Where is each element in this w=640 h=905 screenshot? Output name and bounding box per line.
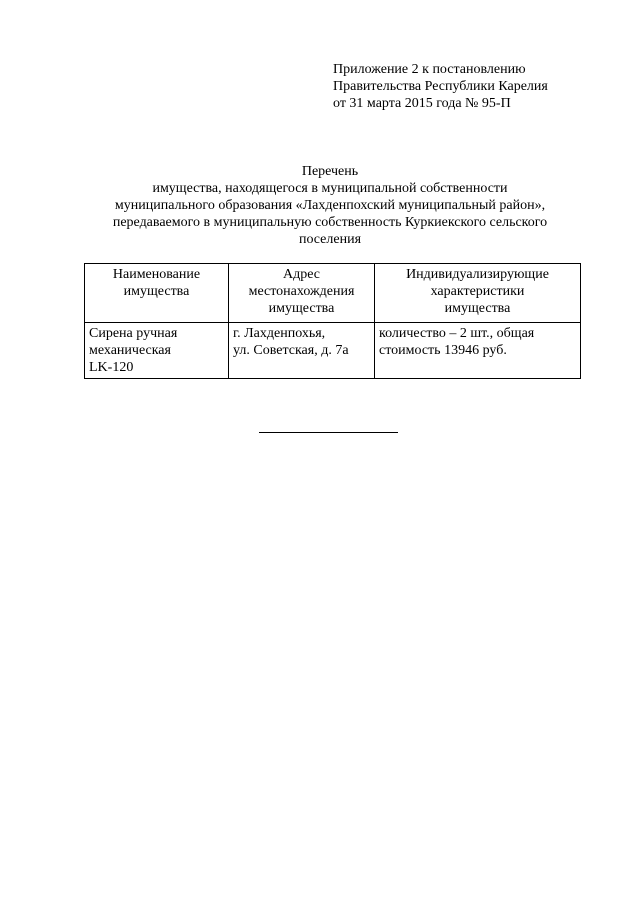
cell-text: LK-120 <box>89 360 134 375</box>
title-heading: Перечень <box>301 164 359 179</box>
table-header-row <box>85 264 581 323</box>
title-line-4: поселения <box>298 232 362 247</box>
header-characteristics <box>375 264 581 323</box>
header-text: характеристики <box>430 284 525 299</box>
cell-text: г. Лахденпохья, <box>233 326 326 341</box>
appendix-line-2: Правительства Республики Карелия <box>333 79 548 94</box>
header-text: Адрес <box>282 267 320 282</box>
cell-address <box>229 323 375 379</box>
header-text: имущества <box>444 301 511 316</box>
document-title <box>60 163 600 248</box>
header-address <box>229 264 375 323</box>
appendix-line-3: от 31 марта 2015 года № 95-П <box>333 96 511 111</box>
end-divider-line <box>259 432 398 433</box>
cell-text: механическая <box>89 343 171 358</box>
header-text: Индивидуализирующие <box>406 267 549 282</box>
header-text: имущества <box>268 301 335 316</box>
table-row <box>85 323 581 379</box>
title-line-3: передаваемого в муниципальную собственность Куркиекского сельского <box>112 215 548 230</box>
cell-text: количество – 2 шт., общая <box>379 326 535 341</box>
cell-characteristics <box>375 323 581 379</box>
cell-property-name <box>85 323 229 379</box>
header-text: Наименование <box>112 267 201 282</box>
property-table <box>84 263 581 379</box>
title-line-1: имущества, находящегося в муниципальной собственности <box>152 181 508 196</box>
cell-text: стоимость 13946 руб. <box>379 343 507 358</box>
appendix-line-1: Приложение 2 к постановлению <box>333 62 526 77</box>
cell-text: ул. Советская, д. 7а <box>233 343 349 358</box>
appendix-reference <box>333 61 593 112</box>
header-property-name <box>85 264 229 323</box>
cell-text: Сирена ручная <box>89 326 178 341</box>
header-text: местонахождения <box>248 284 355 299</box>
title-line-2: муниципального образования «Лахденпохский муниципальный район», <box>114 198 546 213</box>
header-text: имущества <box>123 284 190 299</box>
